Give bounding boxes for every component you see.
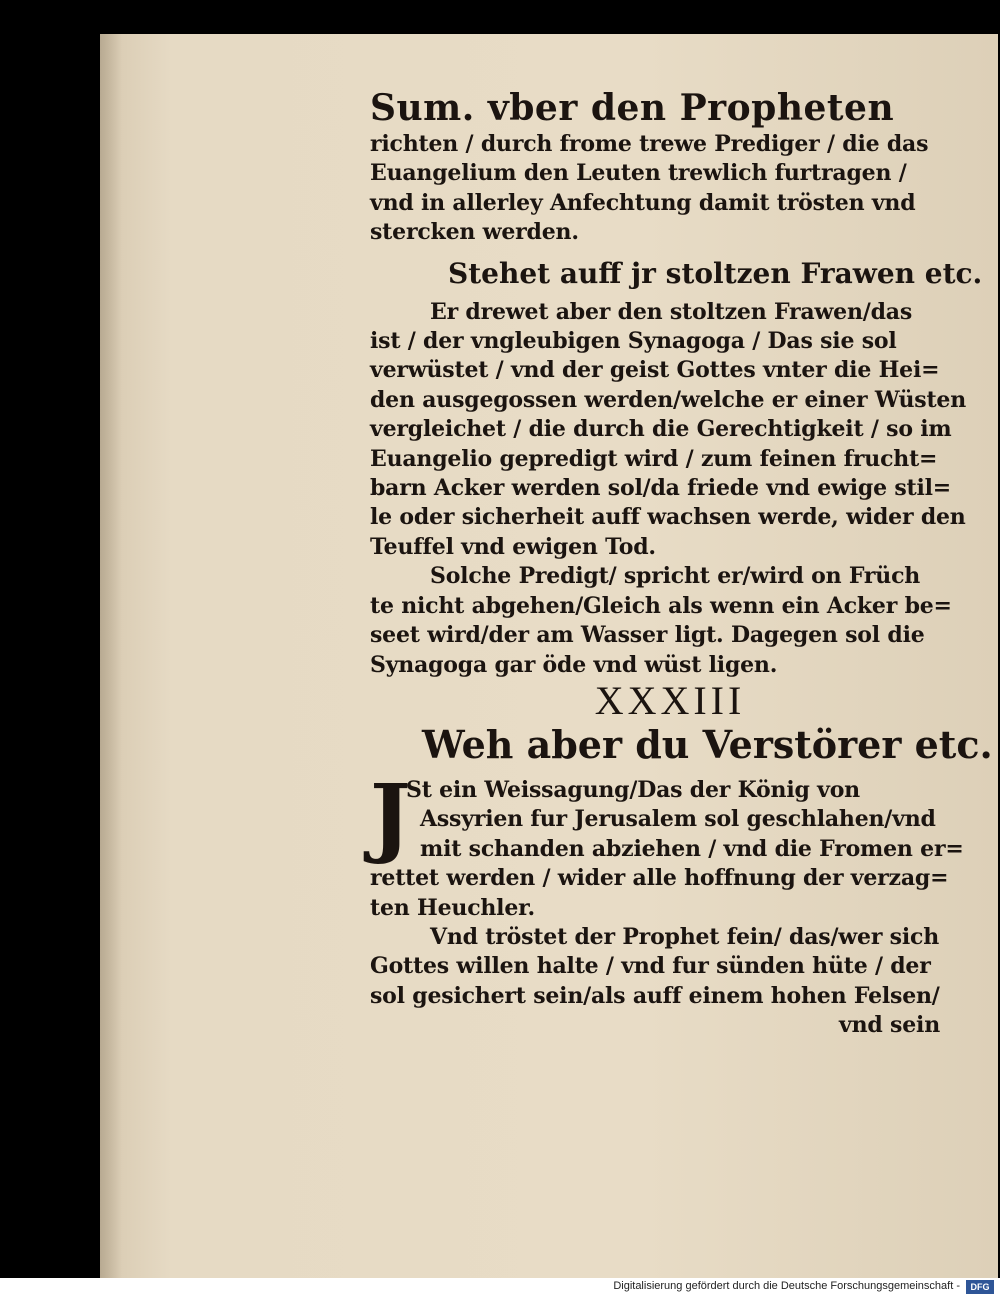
text-line: Solche Predigt/ spricht er/wird on Früch	[430, 563, 921, 590]
text-line: St ein Weissagung/Das der König von	[406, 776, 860, 803]
text-line: mit schanden abziehen / vnd die Fromen er=	[420, 835, 964, 862]
text-line: stercken werden.	[370, 219, 579, 246]
chapter-title: Weh aber du Verstörer etc.	[422, 721, 993, 767]
text-line: Gottes willen halte / vnd fur sünden hüte / der	[370, 953, 931, 980]
chapter-number: XXXIII	[594, 677, 746, 723]
text-line: Er drewet aber den stoltzen Frawen/das	[430, 298, 913, 325]
text-line: Teuffel vnd ewigen Tod.	[370, 533, 656, 560]
footer-bar	[0, 1278, 1000, 1297]
text-line: Vnd tröstet der Prophet fein/ das/wer sich	[430, 923, 940, 950]
text-line: le oder sicherheit auff wachsen werde, wider den	[370, 504, 966, 531]
text-line: te nicht abgehen/Gleich als wenn ein Acker be=	[370, 592, 952, 619]
text-line: Synagoga gar öde vnd wüst ligen.	[370, 651, 778, 678]
text-line: rettet werden / wider alle hoffnung der verzag=	[370, 865, 949, 892]
text-line: Assyrien fur Jerusalem sol geschlahen/vnd	[420, 806, 936, 833]
text-line: richten / durch frome trewe Prediger / die das	[370, 131, 929, 157]
section-subheading: Stehet auff jr stoltzen Frawen etc.	[448, 256, 983, 290]
footer-credit: Digitalisierung gefördert durch die Deutsche Forschungsgemeinschaft -	[613, 1280, 960, 1292]
text-line: sol gesichert sein/als auff einem hohen Felsen/	[370, 982, 940, 1009]
text-line: verwüstet / vnd der geist Gottes vnter die Hei=	[370, 357, 940, 384]
text-line: Euangelio gepredigt wird / zum feinen frucht=	[370, 445, 938, 472]
page-text	[370, 86, 993, 1041]
text-line: vnd in allerley Anfechtung damit trösten vnd	[370, 189, 916, 216]
chapter-opening	[370, 765, 964, 867]
text-line: ten Heuchler.	[370, 894, 535, 921]
dfg-logo: DFG	[966, 1280, 994, 1294]
drop-cap-initial: J	[370, 765, 411, 867]
text-line: ist / der vngleubigen Synagoga / Das sie sol	[370, 328, 897, 355]
text-line: seet wird/der am Wasser ligt. Dagegen sol die	[370, 622, 925, 649]
text-line: den ausgegossen werden/welche er einer Wüsten	[370, 386, 967, 413]
text-line: vergleichet / die durch die Gerechtigkeit / so im	[370, 416, 952, 443]
page-gutter-shadow	[100, 34, 122, 1278]
text-line: Euangelium den Leuten trewlich furtragen /	[370, 160, 907, 187]
text-line: barn Acker werden sol/da friede vnd ewige stil=	[370, 475, 952, 502]
catchword: vnd sein	[839, 1012, 940, 1039]
top-heading-line: Sum. vber den Propheten	[370, 87, 895, 129]
